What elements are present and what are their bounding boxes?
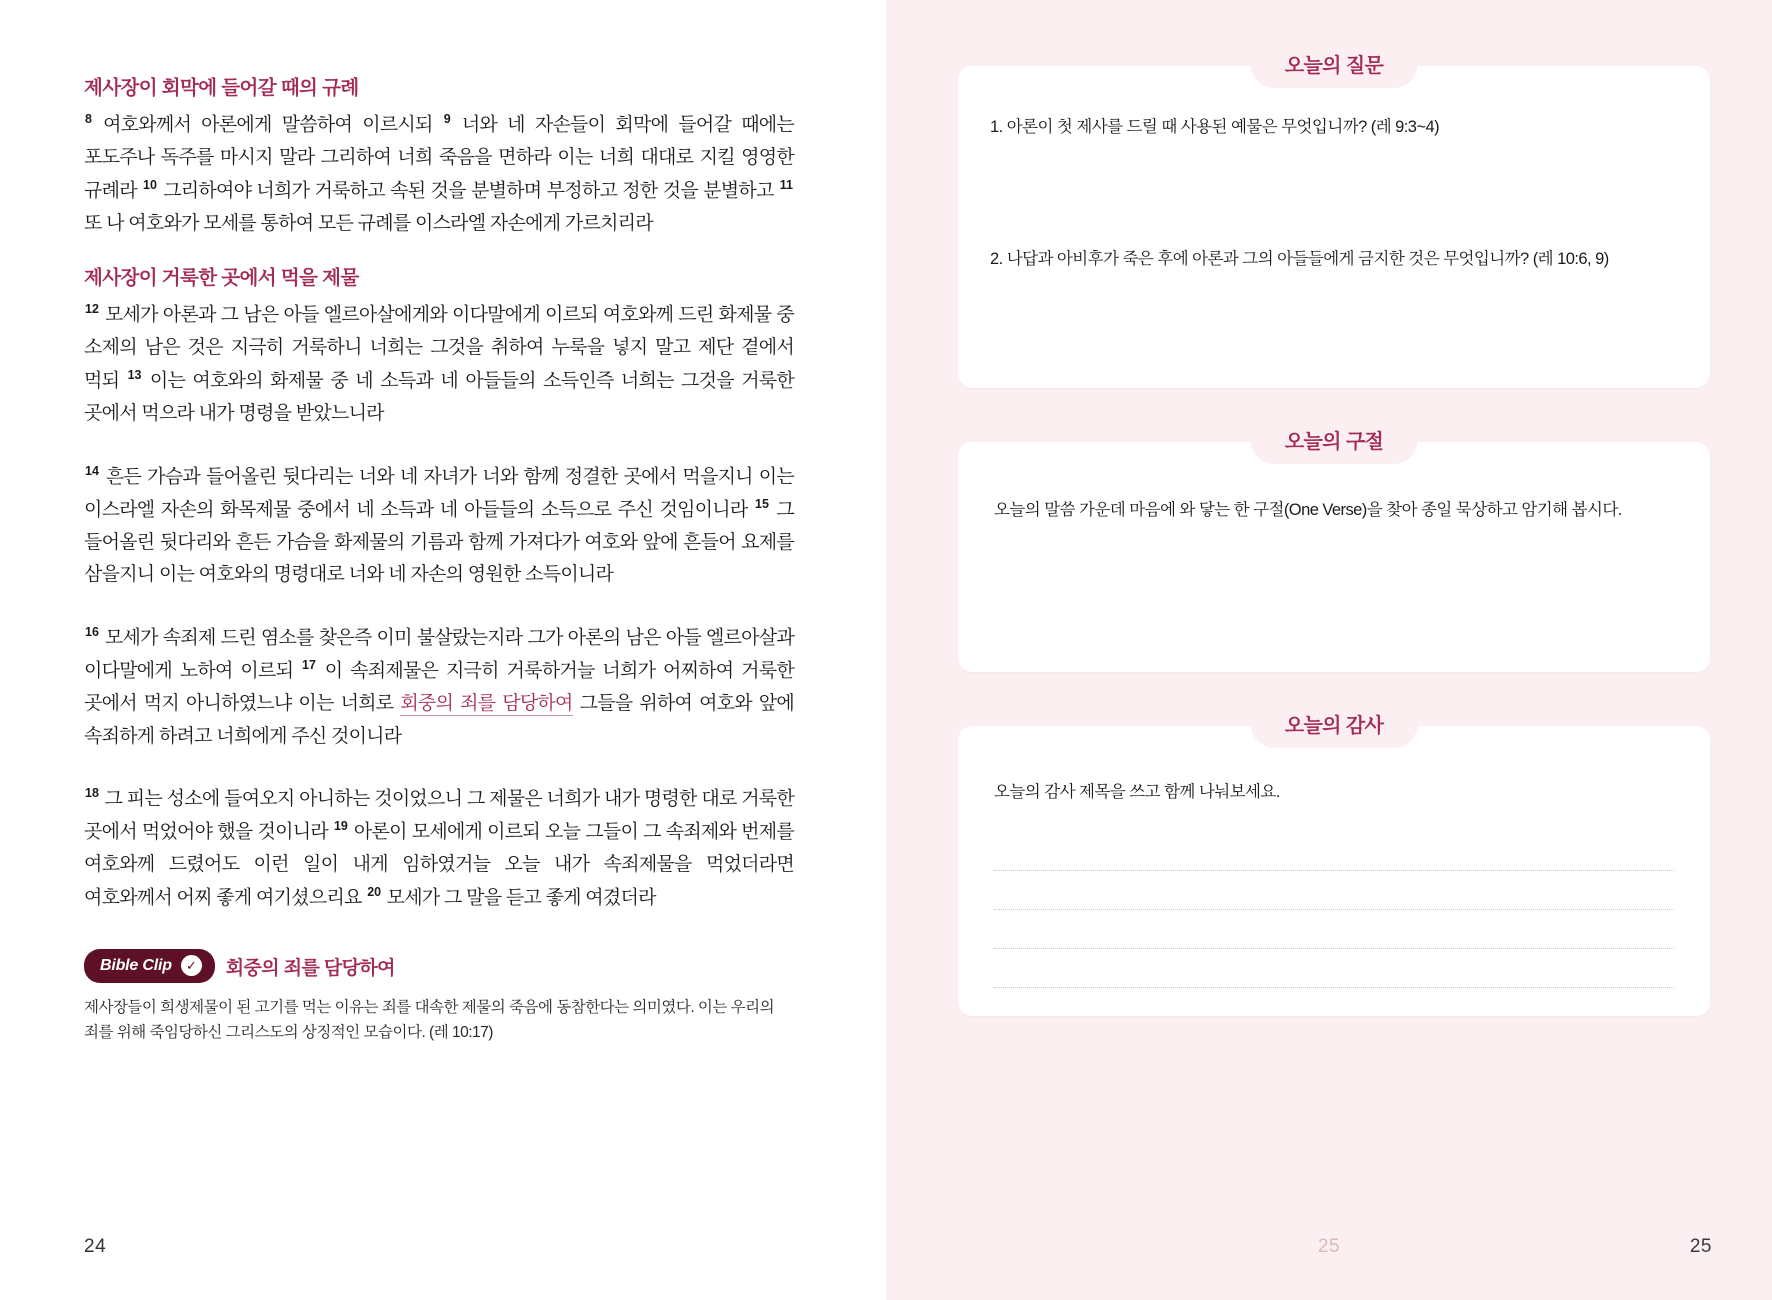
scripture-paragraph-3 <box>84 461 794 592</box>
verse-text: 또 나 여호와가 모세를 통하여 모든 규례를 이스라엘 자손에게 가르치리라 <box>84 212 653 234</box>
verse-number: 13 <box>127 368 142 383</box>
scripture-paragraph-5 <box>84 783 794 915</box>
verse-text: 이 속죄제물은 지극히 거룩하거늘 너희가 어찌하여 거룩한 곳에서 먹지 아니하였느냐 이는 너희로 <box>84 660 794 715</box>
card-todays-question <box>958 55 1710 388</box>
card-title-todays-question: 오늘의 질문 <box>1251 40 1418 88</box>
bible-clip-block <box>84 949 794 1045</box>
verse-text: 여호와께서 아론에게 말씀하여 이르시되 <box>103 114 433 136</box>
verse-text: 그리하여야 너희가 거룩하고 속된 것을 분별하며 부정하고 정한 것을 분별하고 <box>163 180 774 201</box>
verse-number: 10 <box>143 177 157 192</box>
writing-line[interactable] <box>994 832 1674 871</box>
verse-number: 8 <box>85 112 92 126</box>
verse-number: 16 <box>85 625 99 640</box>
writing-lines-area[interactable] <box>994 832 1674 988</box>
verse-text: 흔든 가슴과 들어올린 뒷다리는 너와 네 자녀가 너와 함께 정결한 곳에서 먹을지니 이는 이스라엘 자손의 화목제물 중에서 네 소득과 네 아들들의 소득으로 주신 것임이니라 <box>84 466 794 521</box>
verse-text: 모세가 속죄제 드린 염소를 찾은즉 이미 불살랐는지라 그가 아론의 남은 아들 엘르아살과 이다말에게 노하여 이르되 <box>84 627 794 682</box>
writing-line[interactable] <box>994 949 1674 988</box>
verse-text: 모세가 그 말을 듣고 좋게 여겼더라 <box>386 887 656 909</box>
verse-number: 12 <box>85 302 99 317</box>
verse-text: 그 들어올린 뒷다리와 흔든 가슴을 화제물의 기름과 함께 가져다가 여호와 앞에 흔들어 요제를 삼을지니 이는 여호와의 명령대로 너와 네 자손의 영원한 소득이니라 <box>84 499 795 586</box>
verse-text: 모세가 아론과 그 남은 아들 엘르아살에게와 이다말에게 이르되 여호와께 드린 화제물 중 소제의 남은 것은 지극히 거룩하니 너희는 그것을 취하여 누룩을 넣지 말고 제단 곁에서 먹되 <box>84 304 794 392</box>
thanks-instruction-text: 오늘의 감사 제목을 쓰고 함께 나눠보세요. <box>994 783 1280 801</box>
question-item-1: 1. 아론이 첫 제사를 드릴 때 사용된 예물은 무엇입니까? (레 9:3~4) <box>990 118 1440 136</box>
verse-number: 18 <box>85 786 99 801</box>
section-heading-1: 제사장이 회막에 들어갈 때의 규례 <box>84 77 359 99</box>
bible-clip-header <box>84 949 794 983</box>
card-todays-verse <box>958 431 1710 672</box>
verse-text: 이는 여호와의 화제물 중 네 소득과 네 아들들의 소득인즉 너희는 그것을 거룩한 곳에서 먹으라 내가 명령을 받았느니라 <box>84 370 795 425</box>
bible-clip-badge-label: Bible Clip <box>100 956 172 974</box>
verse-text: 그들을 위하여 여호와 앞에 속죄하게 하려고 너희에게 주신 것이니라 <box>84 693 795 747</box>
scripture-paragraph-2 <box>84 299 794 430</box>
verse-number: 19 <box>333 819 348 834</box>
highlighted-phrase: 회중의 죄를 담당하여 <box>400 693 573 715</box>
writing-line[interactable] <box>994 910 1674 949</box>
verse-number: 11 <box>779 177 794 192</box>
verse-text: 아론이 모세에게 이르되 오늘 그들이 그 속죄제와 번제를 여호와께 드렸어도 이런 일이 내게 임하였거늘 오늘 내가 속죄제물을 먹었더라면 여호와께서 어찌 좋게 여기셨으리요 <box>84 821 794 909</box>
card-todays-thanks <box>958 715 1710 1016</box>
question-item-2: 2. 나답과 아비후가 죽은 후에 아론과 그의 아들들에게 금지한 것은 무엇입니까? (레 10:6, 9) <box>990 250 1609 269</box>
scripture-paragraph-4 <box>84 622 794 753</box>
verse-number: 20 <box>367 885 382 900</box>
check-icon: ✓ <box>181 955 202 976</box>
card-title-todays-thanks: 오늘의 감사 <box>1251 700 1418 748</box>
verse-number: 14 <box>85 463 99 478</box>
verse-text: 그 피는 성소에 들여오지 아니하는 것이었으니 그 제물은 너희가 내가 명령한 대로 거룩한 곳에서 먹었어야 했을 것이니라 <box>84 788 795 843</box>
section-heading-2: 제사장이 거룩한 곳에서 먹을 제물 <box>84 267 359 290</box>
verse-number: 15 <box>755 496 769 511</box>
verse-instruction-text: 오늘의 말씀 가운데 마음에 와 닿는 한 구절(One Verse)을 찾아 종일 묵상하고 암기해 봅시다. <box>994 501 1622 519</box>
verse-number: 17 <box>302 658 316 673</box>
bible-clip-body: 제사장들이 희생제물이 된 고기를 먹는 이유는 죄를 대속한 제물의 죽음에 동참한다는 의미였다. 이는 우리의 죄를 위해 죽임당하신 그리스도의 상징적인 모습이다. (레 10:17) <box>84 999 775 1042</box>
right-page <box>886 0 1772 1300</box>
card-title-todays-verse: 오늘의 구절 <box>1251 416 1418 464</box>
page-number-right: 25 <box>1689 1236 1712 1257</box>
page-number-left: 24 <box>84 1236 107 1257</box>
writing-line[interactable] <box>994 871 1674 910</box>
verse-text: 너와 네 자손들이 회막에 들어갈 때에는 포도주나 독주를 마시지 말라 그리하여 너희 죽음을 면하라 이는 너희 대대로 지킬 영영한 규례라 <box>84 114 795 201</box>
verse-number: 9 <box>443 112 451 126</box>
page-number-right-faded: 25 <box>1317 1236 1341 1257</box>
bible-clip-title: 회중의 죄를 담당하여 <box>225 957 395 979</box>
scripture-paragraph-1 <box>84 109 794 240</box>
bible-clip-badge <box>84 949 215 983</box>
